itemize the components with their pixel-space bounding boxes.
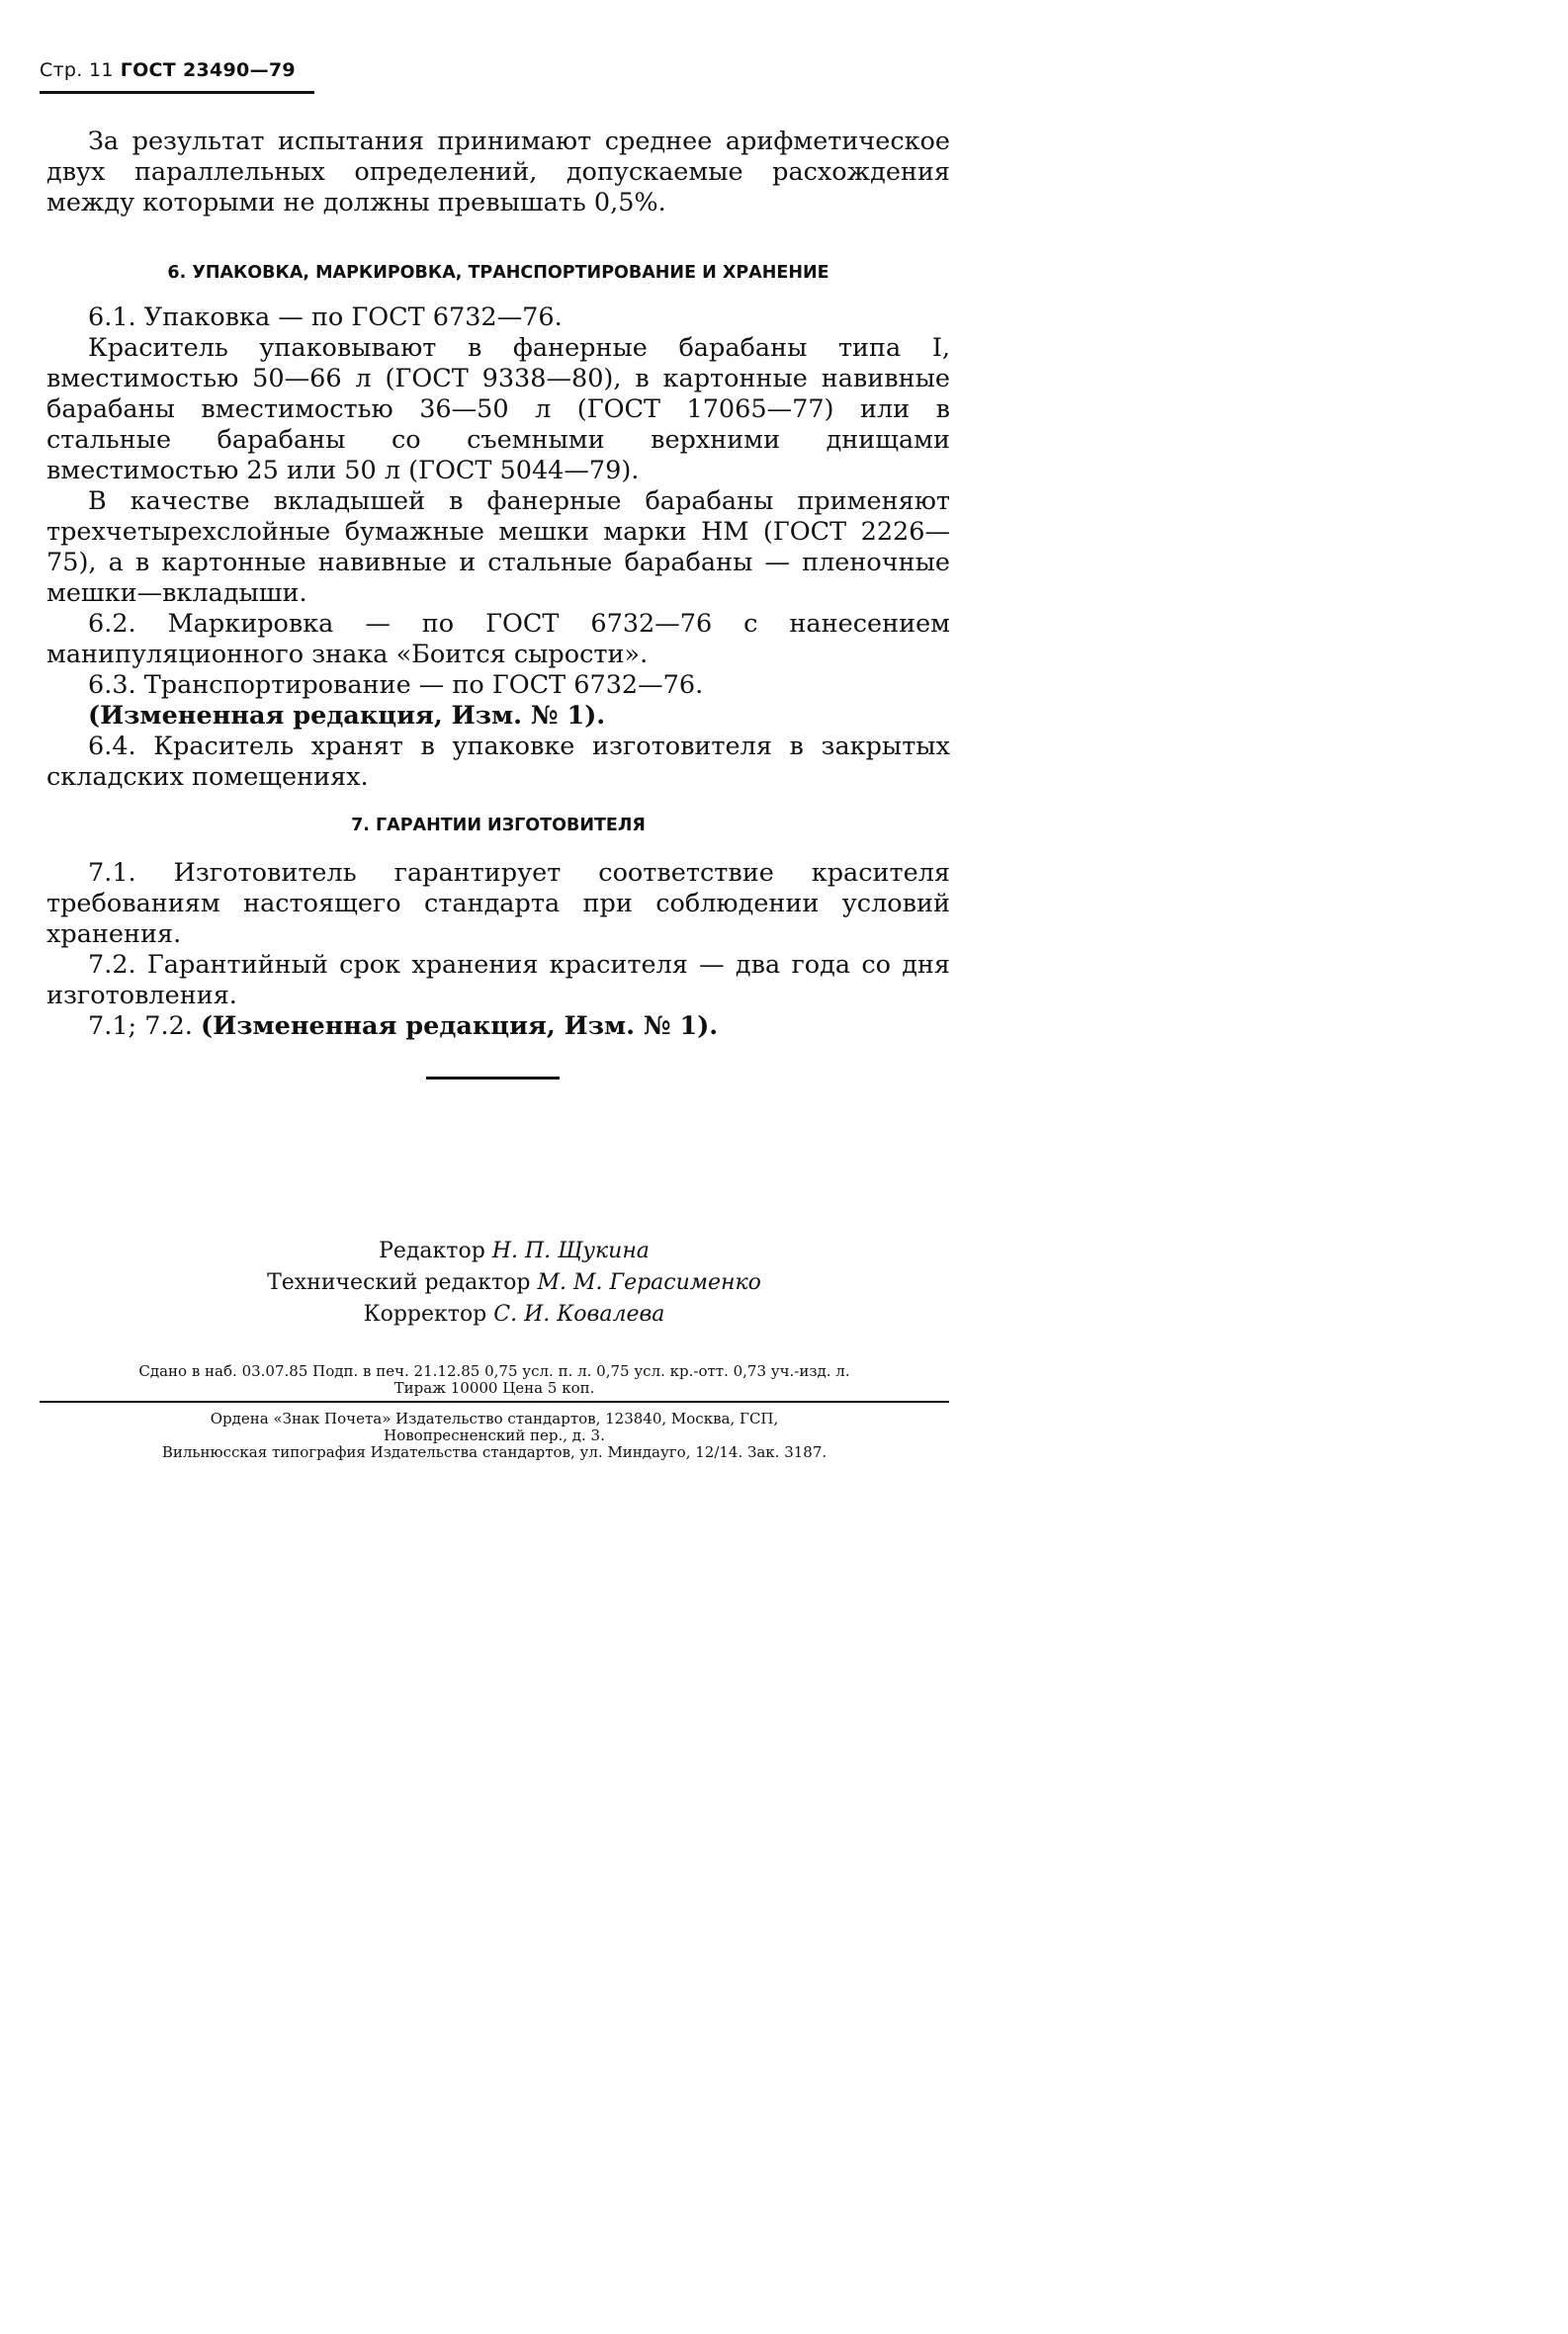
section-6-title: 6. УПАКОВКА, МАРКИРОВКА, ТРАНСПОРТИРОВАНИЕ И ХРАНЕНИЕ (167, 263, 829, 283)
publisher-block (40, 1411, 949, 1461)
paragraph-7-1: 7.1. Изготовитель гарантирует соответствие красителя требованиям настоящего стандарта при соблюдении условий хранения. (46, 858, 950, 949)
paragraph-6-3: 6.3. Транспортирование — по ГОСТ 6732—76. (88, 670, 704, 700)
standard-number: ГОСТ 23490—79 (120, 59, 296, 81)
corrector-label: Корректор (363, 1302, 487, 1327)
tech-editor-line (198, 1267, 830, 1299)
header-rule (40, 91, 314, 94)
section-7-body (46, 858, 950, 1042)
amendment-7-prefix: 7.1; 7.2. (88, 1011, 193, 1041)
print-details (40, 1363, 949, 1397)
paragraph-6-1: 6.1. Упаковка — по ГОСТ 6732—76. (88, 303, 563, 332)
intro-block (46, 127, 950, 218)
editor-line (198, 1236, 830, 1267)
printer-line: Вильнюсская типография Издательства стандартов, ул. Миндауго, 12/14. Зак. 3187. (161, 1443, 828, 1461)
print-details-line: Сдано в наб. 03.07.85 Подп. в печ. 21.12.85 0,75 усл. п. л. 0,75 усл. кр.-отт. 0,73 уч.-изд. л. (138, 1362, 850, 1380)
credits-block (198, 1236, 830, 1331)
amendment-7-text: (Измененная редакция, Изм. № 1). (201, 1011, 719, 1041)
corrector-name: С. И. Ковалева (493, 1302, 665, 1327)
intro-paragraph: За результат испытания принимают среднее арифметическое двух параллельных определений, допускаемые расхождения между которыми не должны превышать 0,5%. (46, 127, 950, 217)
amendment-note-6: (Измененная редакция, Изм. № 1). (88, 701, 606, 731)
editor-label: Редактор (379, 1239, 485, 1263)
corrector-line (198, 1299, 830, 1331)
page-number: Стр. 11 (40, 59, 114, 81)
end-of-text-rule (426, 1077, 560, 1080)
paragraph-6-2: 6.2. Маркировка — по ГОСТ 6732—76 с нанесением манипуляционного знака «Боится сырости». (46, 609, 950, 669)
section-7-title: 7. ГАРАНТИИ ИЗГОТОВИТЕЛЯ (351, 816, 646, 835)
document-page (0, 0, 1045, 1571)
print-run-line: Тираж 10000 Цена 5 коп. (393, 1379, 595, 1397)
page-header (40, 59, 296, 81)
tech-editor-label: Технический редактор (267, 1270, 531, 1295)
paragraph-liners: В качестве вкладышей в фанерные барабаны применяют трехчетырехслойные бумажные мешки марки НМ (ГОСТ 2226—75), а в картонные навивные и стальные барабаны — пленочные мешки—вкладыши. (46, 486, 950, 608)
paragraph-6-4: 6.4. Краситель хранят в упаковке изготовителя в закрытых складских помещениях. (46, 732, 950, 792)
tech-editor-name: М. М. Герасименко (537, 1270, 761, 1295)
publisher-address-line: Новопресненский пер., д. 3. (384, 1426, 605, 1444)
paragraph-7-2: 7.2. Гарантийный срок хранения красителя — два года со дня изготовления. (46, 950, 950, 1010)
section-6-body (46, 303, 950, 793)
editor-name: Н. П. Щукина (491, 1239, 650, 1263)
imprint-rule (40, 1401, 949, 1403)
publisher-line: Ордена «Знак Почета» Издательство стандартов, 123840, Москва, ГСП, (210, 1410, 779, 1427)
paragraph-packaging: Краситель упаковывают в фанерные барабаны типа I, вместимостью 50—66 л (ГОСТ 9338—80), в картонные навивные барабаны вместимостью 36—50 л (ГОСТ 17065—77) или в стальные барабаны со съемными верхними днищами вместимостью 25 или 50 л (ГОСТ 5044—79). (46, 333, 950, 485)
amendment-note-7 (46, 1011, 950, 1042)
